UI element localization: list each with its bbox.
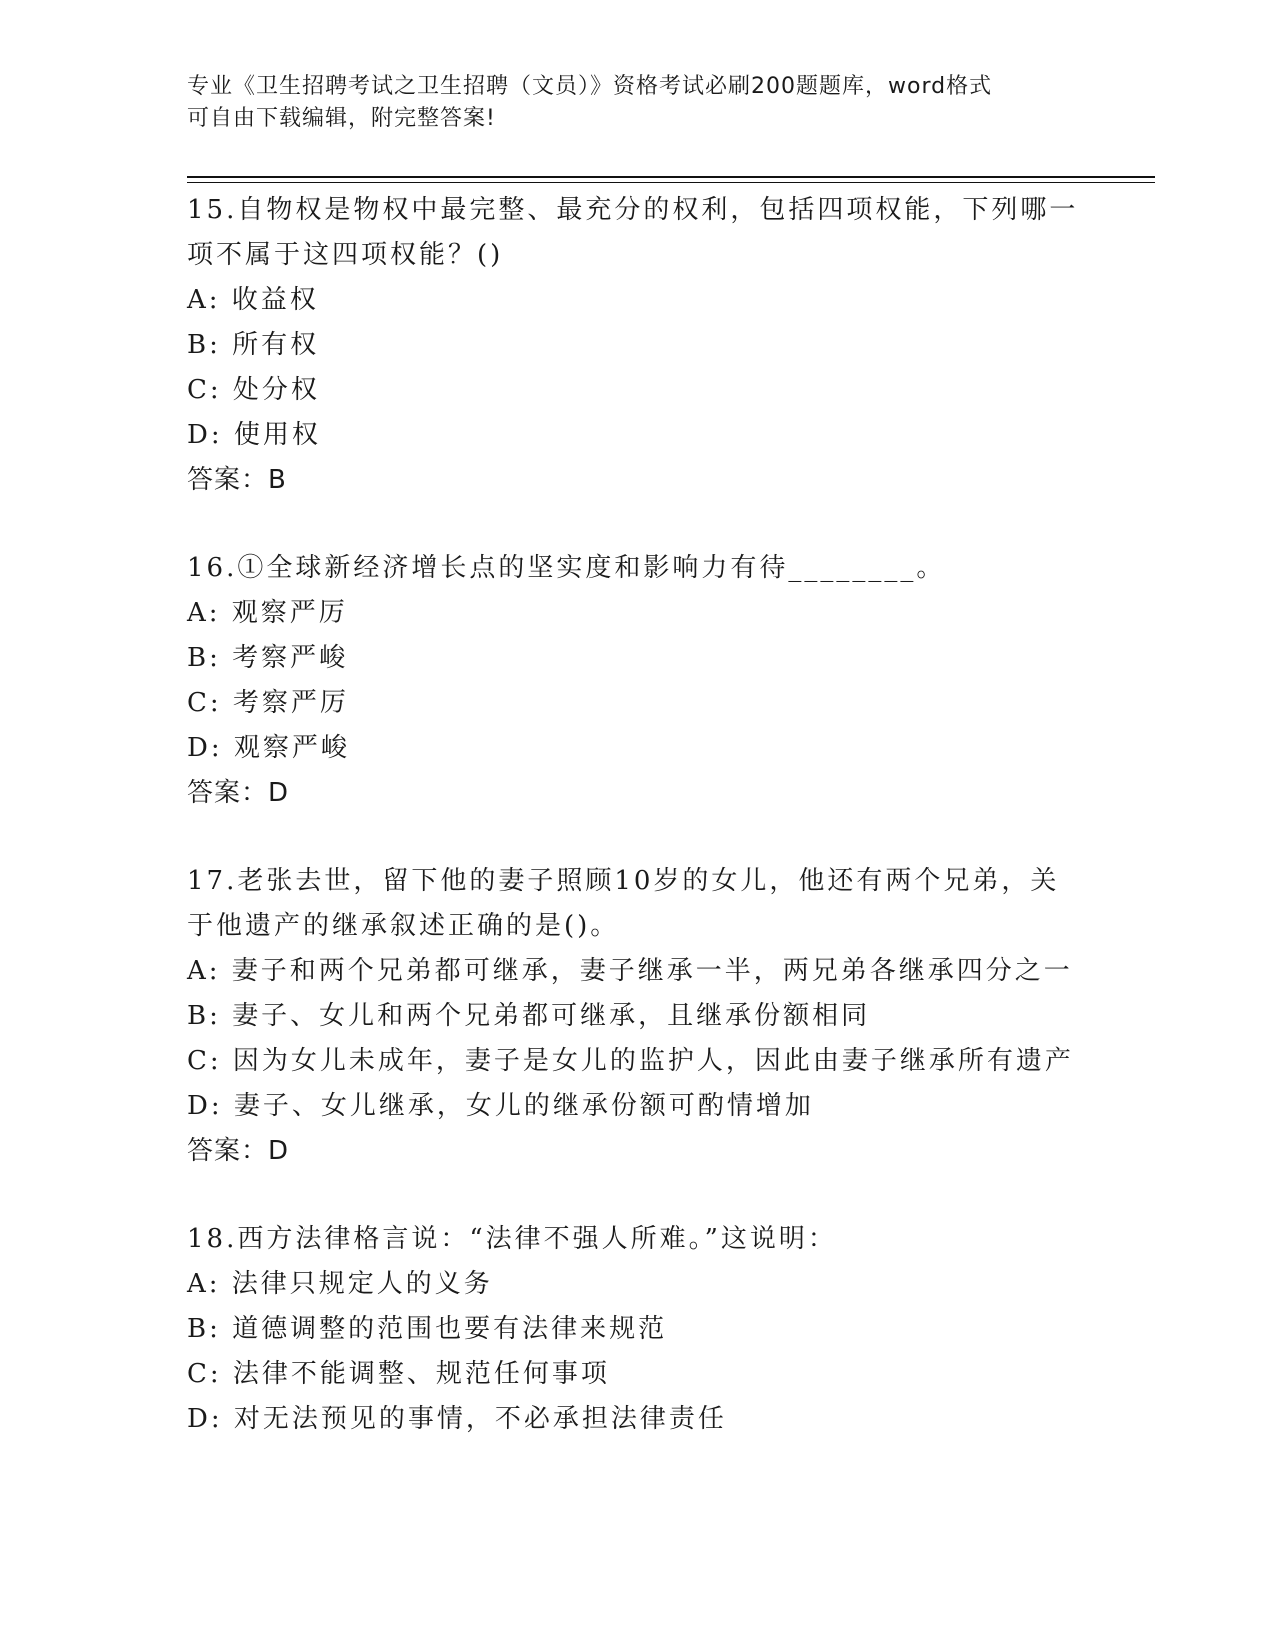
- option-a: A: 妻子和两个兄弟都可继承，妻子继承一半，两兄弟各继承四分之一: [187, 956, 1073, 986]
- option-a: A: 法律只规定人的义务: [187, 1269, 493, 1299]
- option-a: A: 收益权: [187, 285, 319, 315]
- question-stem: 18.西方法律格言说：“法律不强人所难。”这说明：: [187, 1224, 837, 1254]
- option-c: C: 因为女儿未成年，妻子是女儿的监护人，因此由妻子继承所有遗产: [187, 1046, 1074, 1076]
- header-line-1: 专业《卫生招聘考试之卫生招聘（文员）》资格考试必刷200题题库，word格式: [187, 74, 993, 99]
- header-line-2: 可自由下载编辑，附完整答案!: [187, 106, 496, 131]
- option-b: B: 考察严峻: [187, 643, 349, 673]
- question-stem: 于他遗产的继承叙述正确的是()。: [187, 911, 620, 941]
- question-stem: 项不属于这四项权能？(): [187, 240, 504, 270]
- document-header: [187, 71, 1067, 135]
- option-b: B: 所有权: [187, 330, 320, 360]
- option-a: A: 观察严厉: [187, 598, 348, 628]
- question-list: [187, 188, 1087, 1442]
- option-c: C: 考察严厉: [187, 688, 349, 718]
- header-divider-thin: [187, 182, 1155, 183]
- header-divider-thick: [187, 176, 1155, 178]
- question-stem: 15.自物权是物权中最完整、最充分的权利，包括四项权能，下列哪一: [187, 195, 1079, 225]
- option-b: B: 道德调整的范围也要有法律来规范: [187, 1314, 668, 1344]
- option-b: B: 妻子、女儿和两个兄弟都可继承，且继承份额相同: [187, 1001, 871, 1031]
- option-d: D: 观察严峻: [187, 733, 350, 763]
- question-16: [187, 546, 1087, 816]
- question-stem: 17.老张去世，留下他的妻子照顾10岁的女儿，他还有两个兄弟，关: [187, 866, 1060, 896]
- answer-line: 答案：D: [187, 778, 290, 808]
- answer-line: 答案：B: [187, 465, 287, 495]
- option-d: D: 使用权: [187, 420, 321, 450]
- answer-line: 答案：D: [187, 1136, 290, 1166]
- option-c: C: 法律不能调整、规范任何事项: [187, 1359, 610, 1389]
- question-17: [187, 859, 1087, 1174]
- question-stem: 16.①全球新经济增长点的坚实度和影响力有待________。: [187, 553, 946, 583]
- option-d: D: 对无法预见的事情，不必承担法律责任: [187, 1404, 727, 1434]
- question-15: [187, 188, 1087, 503]
- question-18: [187, 1217, 1087, 1442]
- option-d: D: 妻子、女儿继承，女儿的继承份额可酌情增加: [187, 1091, 814, 1121]
- option-c: C: 处分权: [187, 375, 320, 405]
